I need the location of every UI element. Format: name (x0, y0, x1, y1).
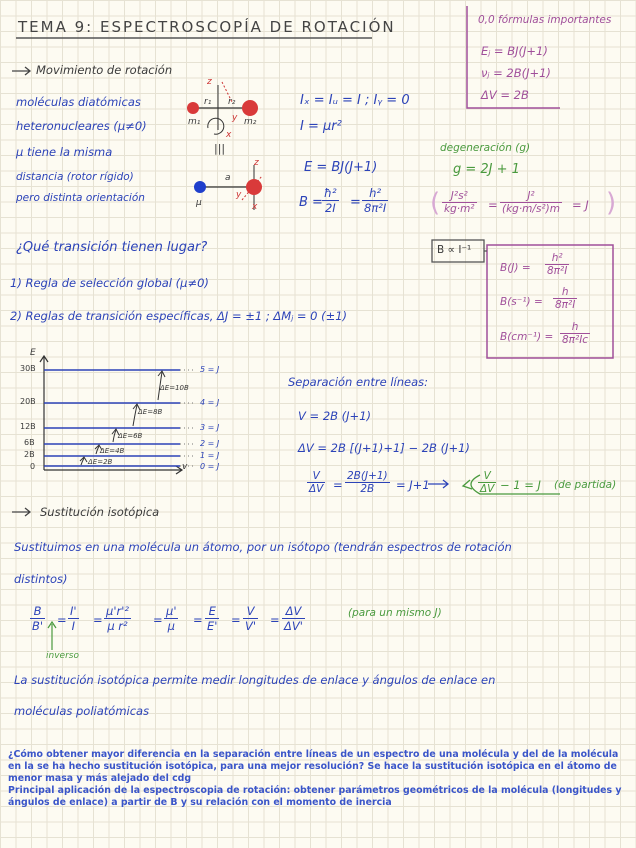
isotopic-conclusion-cont: moléculas poliatómicas (14, 704, 150, 718)
equivalence-mark: ||| (214, 142, 226, 155)
delta-frequency-formula: ΔV = 2B [(J+1)+1] − 2B (J+1) (298, 441, 470, 455)
b-cm-fraction: $\frac{h}{\text{8π²Ic}}$ (562, 321, 589, 346)
energy-level-diagram (40, 356, 196, 474)
b-fraction-h: $\frac{\text{h²}}{\text{8π²I}}$ (364, 186, 387, 215)
delta-e-label: ΔE=8B (138, 408, 163, 416)
label-r1: r₁ (204, 97, 212, 107)
inertia-formula: I = μr² (300, 119, 342, 134)
formula-separation: ΔV = 2B (481, 88, 529, 102)
ratio-fraction-2: $\frac{2B(J+1)}{2B}$ (347, 470, 388, 495)
inertia-relation: Iₓ = Iᵤ = I ; Iᵧ = 0 (300, 93, 410, 108)
tick-label: 6B (24, 438, 35, 447)
b-s-fraction: $\frac{h}{\text{8π²I}}$ (555, 286, 576, 311)
delta-e-label: ΔE=6B (118, 432, 143, 440)
units-eq: = (488, 198, 498, 212)
label-mu: μ (196, 198, 202, 208)
b-equation-eq: = (350, 195, 361, 210)
label-x2: x (252, 202, 258, 212)
ratio-result: = J+1 (396, 478, 430, 492)
chain-eq: = (270, 613, 280, 627)
frequency-formula: V = 2B (J+1) (298, 409, 371, 423)
ratio-mu-r: $\frac{\text{μ'r'²}}{\text{μ r²}}$ (106, 604, 129, 633)
heading-arrow-icon (12, 508, 30, 516)
chain-eq: = (57, 613, 67, 627)
isotopic-conclusion: La sustitución isotópica permite medir longitudes de enlace y ángulos de enlace en (14, 673, 496, 687)
result-fraction: $\frac{V}{\Delta V}$ (480, 470, 495, 495)
chain-eq: = (153, 613, 163, 627)
chain-eq: = (231, 613, 241, 627)
separation-heading: Separación entre líneas: (288, 375, 428, 389)
degeneracy-label: degeneración (g) (440, 142, 531, 154)
label-z2: z (254, 158, 259, 168)
ratio-eq: = (333, 478, 343, 492)
axis-v-label: v (182, 462, 188, 472)
b-s-lhs: B(s⁻¹) = (500, 296, 543, 308)
j-level-label: 3 = J (200, 423, 220, 432)
units-result: = J (572, 198, 589, 212)
page-title: TEMA 9: ESPECTROSCOPÍA DE ROTACIÓN (18, 18, 396, 36)
axis-e-label: E (30, 348, 36, 358)
questions-block (8, 749, 628, 809)
tick-label: 0 (30, 462, 36, 471)
label-m1: m₁ (188, 117, 201, 127)
isotopic-description-cont: distintos) (14, 572, 68, 586)
delta-e-label: ΔE=2B (88, 458, 113, 466)
tick-label: 30B (20, 364, 36, 373)
label-x: x (226, 130, 232, 140)
inverse-arrow-icon (48, 622, 56, 650)
section-heading-rotation: Movimiento de rotación (36, 63, 173, 77)
j-level-label: 5 = J (200, 365, 220, 374)
tick-label: 20B (20, 397, 36, 406)
question-application: Principal aplicación de la espectroscopia de rotación: obtener parámetros geométricos de la molécula (longitudes y ángulos de enlace) a partir de B y su relación con el momento de inercia (8, 785, 622, 808)
ratio-energy: $\frac{E}{E'}$ (207, 604, 218, 633)
label-y2: y (236, 190, 242, 200)
ratio-b: $\frac{B}{B'}$ (32, 604, 44, 633)
j-level-label: 1 = J (200, 451, 220, 460)
b-j-fraction: $\frac{\text{h²}}{\text{8π²I}}$ (547, 252, 568, 277)
tick-label: 2B (24, 450, 35, 459)
formulas-title: 0,0 fórmulas importantes (478, 14, 612, 26)
units-fraction-2: $\frac{\text{J²}}{\text{(kg·m/s²)m}}$ (502, 190, 560, 215)
rotation-line: moléculas diatómicas (16, 95, 141, 109)
chain-eq: = (93, 613, 103, 627)
label-m2: m₂ (244, 117, 257, 127)
question-resolution: ¿Cómo obtener mayor diferencia en la separación entre líneas de un espectro de una molécula y del de la molécula en la se ha hecho sustitución isotópica, para una mejor resolución? Se hace la sustitución isotópica en el átomo de menor masa y más alejado del cdg (8, 749, 619, 784)
ratio-mu: $\frac{\mu'}{\mu}$ (166, 604, 177, 633)
j-level-label: 0 = J (200, 462, 220, 471)
b-cm-lhs: B(cm⁻¹) = (500, 331, 554, 343)
b-fraction-hbar: $\frac{\text{ħ²}}{2I}$ (324, 186, 337, 215)
energy-formula: E = BJ(J+1) (304, 160, 378, 175)
selection-rule-2: 2) Reglas de transición específicas, ΔJ = ±1 ; ΔMⱼ = 0 (±1) (10, 309, 348, 323)
ratio-delta-frequency: $\frac{\Delta V}{\Delta V'}$ (284, 604, 303, 633)
b-equation-lhs: B = (299, 195, 323, 210)
rotation-line: heteronucleares (μ≠0) (16, 119, 147, 133)
b-proportional-tag: B ∝ I⁻¹ (437, 244, 472, 256)
b-j-lhs: B(J) = (500, 262, 531, 274)
ratio-frequency: $\frac{V}{V'}$ (245, 604, 257, 633)
transition-question: ¿Qué transición tienen lugar? (16, 240, 208, 255)
rotation-line: distancia (rotor rígido) (16, 171, 134, 183)
j-level-label: 4 = J (200, 398, 220, 407)
section-heading-isotopic: Sustitución isotópica (40, 505, 160, 519)
delta-e-label: ΔE=10B (160, 384, 189, 392)
result-note: (de partida) (554, 479, 617, 491)
formula-energy: Eⱼ = BJ(J+1) (481, 44, 548, 58)
delta-e-label: ΔE=4B (100, 447, 125, 455)
label-r2: r₂ (228, 97, 236, 107)
chain-eq: = (193, 613, 203, 627)
result-expression: − 1 = J (500, 478, 541, 492)
formula-frequency: νⱼ = 2B(J+1) (481, 66, 551, 80)
selection-rule-1: 1) Regla de selección global (μ≠0) (10, 276, 209, 290)
heading-arrow-icon (12, 67, 30, 75)
isotopic-note: (para un mismo J) (348, 607, 442, 619)
label-z: z (207, 77, 212, 87)
inverse-label: inverso (46, 651, 79, 661)
ratio-inertia: $\frac{I'}{I}$ (70, 604, 77, 633)
j-level-label: 2 = J (200, 439, 220, 448)
label-y: y (232, 113, 238, 123)
tick-label: 12B (20, 422, 36, 431)
rotation-line: μ tiene la misma (16, 145, 113, 159)
degeneracy-formula: g = 2J + 1 (453, 162, 520, 177)
isotopic-description: Sustituimos en una molécula un átomo, por un isótopo (tendrán espectros de rotación (14, 540, 512, 554)
rotation-line: pero distinta orientación (16, 192, 145, 204)
ratio-fraction-1: $\frac{V}{\Delta V}$ (309, 470, 324, 495)
label-a: a (225, 173, 231, 183)
units-fraction-1: $\frac{\text{J²s²}}{\text{kg·m²}}$ (444, 190, 475, 215)
